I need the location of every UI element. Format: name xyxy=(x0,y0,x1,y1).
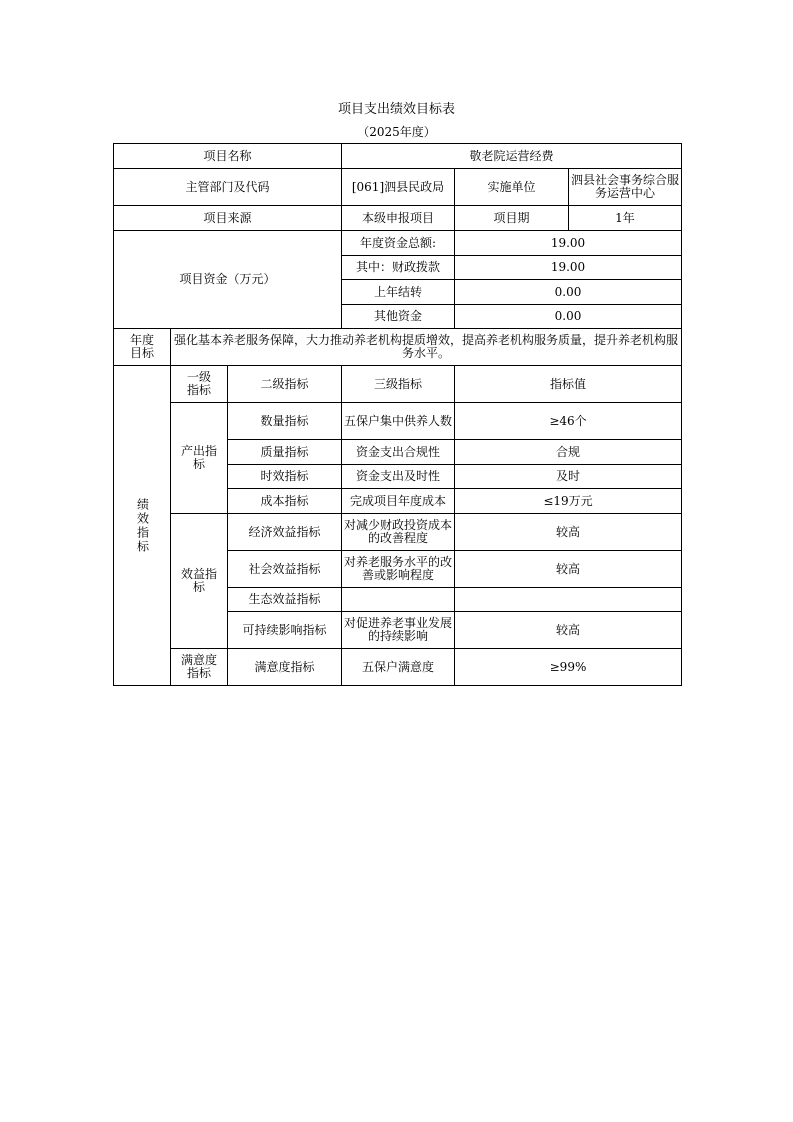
page-title: 项目支出绩效目标表 xyxy=(337,102,455,117)
output-value-quantity: ≥46个 xyxy=(455,403,682,440)
funds-other-value: 0.00 xyxy=(455,305,682,329)
output-l3-timeliness: 资金支出及时性 xyxy=(342,465,455,489)
benefit-l3-economic: 对减少财政投资成本的改善程度 xyxy=(342,514,455,551)
indicators-section-label: 绩效指标 xyxy=(114,366,171,686)
goal-label-text: 年度目标 xyxy=(129,333,154,360)
satisfaction-indicator-label xyxy=(171,649,228,686)
goal-label xyxy=(114,329,171,366)
output-indicator-label-text: 产出指标 xyxy=(181,444,218,471)
header-level1-text: 一级指标 xyxy=(186,370,211,397)
source-value: 本级申报项目 xyxy=(342,206,455,231)
header-level3: 三级指标 xyxy=(342,366,455,403)
funds-other-label: 其他资金 xyxy=(342,305,455,329)
project-name-label: 项目名称 xyxy=(114,144,342,169)
row-funds-total xyxy=(114,231,682,256)
table-row xyxy=(114,649,682,686)
output-l3-quality: 资金支出合规性 xyxy=(342,440,455,465)
output-value-quality: 合规 xyxy=(455,440,682,465)
row-indicator-headers xyxy=(114,366,682,403)
satisfaction-indicator-label-text: 满意度指标 xyxy=(180,653,217,680)
funds-total-label: 年度资金总额: xyxy=(342,231,455,256)
output-l3-cost: 完成项目年度成本 xyxy=(342,489,455,514)
benefit-l3-ecological xyxy=(342,588,455,612)
satisfaction-value: ≥99% xyxy=(455,649,682,686)
period-label: 项目期 xyxy=(455,206,569,231)
dept-label: 主管部门及代码 xyxy=(114,169,342,206)
impl-value: 泗县社会事务综合服务运营中心 xyxy=(569,169,682,206)
benefit-l2-ecological: 生态效益指标 xyxy=(228,588,342,612)
output-l2-timeliness: 时效指标 xyxy=(228,465,342,489)
header-level2: 二级指标 xyxy=(228,366,342,403)
page-subtitle-year: （2025年度） xyxy=(357,125,436,139)
funds-total-value: 19.00 xyxy=(455,231,682,256)
table-row xyxy=(114,514,682,551)
output-l2-cost: 成本指标 xyxy=(228,489,342,514)
table-row xyxy=(114,403,682,440)
funds-fiscal-label: 其中：财政拨款 xyxy=(342,256,455,280)
period-value: 1年 xyxy=(569,206,682,231)
satisfaction-l3: 五保户满意度 xyxy=(342,649,455,686)
output-value-timeliness: 及时 xyxy=(455,465,682,489)
impl-label: 实施单位 xyxy=(455,169,569,206)
row-project-name xyxy=(114,144,682,169)
dept-value: [061]泗县民政局 xyxy=(342,169,455,206)
benefit-l2-sustainable: 可持续影响指标 xyxy=(228,612,342,649)
benefit-indicator-label xyxy=(171,514,228,649)
row-annual-goal xyxy=(114,329,682,366)
funds-label xyxy=(114,231,342,329)
output-l3-quantity: 五保户集中供养人数 xyxy=(342,403,455,440)
header-level1 xyxy=(171,366,228,403)
output-value-cost: ≤19万元 xyxy=(455,489,682,514)
benefit-value-ecological xyxy=(455,588,682,612)
output-indicator-label xyxy=(171,403,228,514)
goal-text: 强化基本养老服务保障，大力推动养老机构提质增效，提高养老机构服务质量，提升养老机构服务水平。 xyxy=(171,329,682,366)
output-l2-quantity: 数量指标 xyxy=(228,403,342,440)
project-name-value: 敬老院运营经费 xyxy=(342,144,682,169)
funds-label-text: 项目资金（万元） xyxy=(179,272,276,286)
benefit-value-sustainable: 较高 xyxy=(455,612,682,649)
benefit-l3-sustainable: 对促进养老事业发展的持续影响 xyxy=(342,612,455,649)
output-l2-quality: 质量指标 xyxy=(228,440,342,465)
benefit-value-social: 较高 xyxy=(455,551,682,588)
header-value: 指标值 xyxy=(455,366,682,403)
benefit-l2-economic: 经济效益指标 xyxy=(228,514,342,551)
benefit-l3-social: 对养老服务水平的改善或影响程度 xyxy=(342,551,455,588)
performance-table xyxy=(113,143,682,686)
funds-carryover-value: 0.00 xyxy=(455,280,682,305)
satisfaction-l2: 满意度指标 xyxy=(228,649,342,686)
funds-fiscal-value: 19.00 xyxy=(455,256,682,280)
funds-carryover-label: 上年结转 xyxy=(342,280,455,305)
benefit-indicator-label-text: 效益指标 xyxy=(181,567,218,594)
benefit-value-economic: 较高 xyxy=(455,514,682,551)
row-source xyxy=(114,206,682,231)
source-label: 项目来源 xyxy=(114,206,342,231)
row-department xyxy=(114,169,682,206)
benefit-l2-social: 社会效益指标 xyxy=(228,551,342,588)
